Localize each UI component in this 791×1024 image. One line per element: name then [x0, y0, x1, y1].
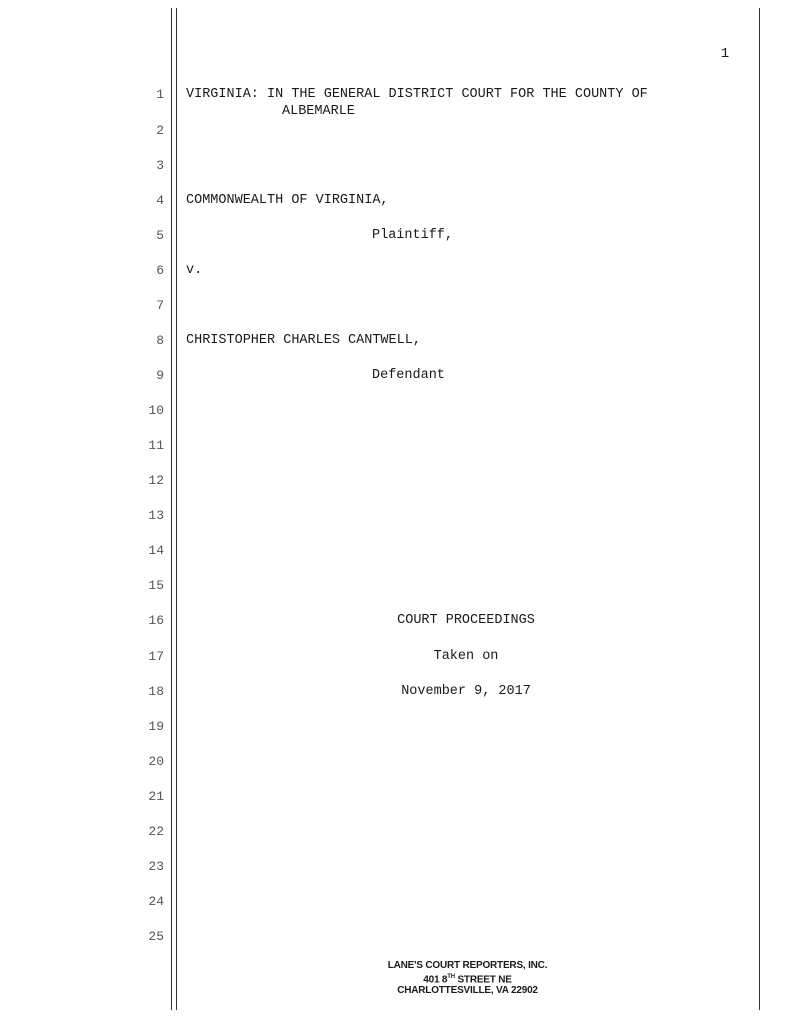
line-number: 15 — [148, 578, 164, 593]
left-margin-rule-outer — [171, 8, 172, 1010]
line-number: 8 — [156, 333, 164, 348]
line-number: 23 — [148, 859, 164, 874]
street-name: STREET NE — [454, 973, 512, 985]
line-number: 13 — [148, 508, 164, 523]
proceedings-title: COURT PROCEEDINGS — [397, 613, 535, 628]
line-number: 10 — [148, 403, 164, 418]
line-number: 1 — [156, 87, 164, 102]
plaintiff-name: COMMONWEALTH OF VIRGINIA, — [186, 193, 389, 208]
line-number: 3 — [156, 158, 164, 173]
court-heading-line-2: ALBEMARLE — [282, 104, 355, 119]
reporter-city: CHARLOTTESVILLE, VA 22902 — [397, 985, 538, 997]
line-number: 2 — [156, 123, 164, 138]
line-number: 16 — [148, 613, 164, 628]
court-heading-line-1: VIRGINIA: IN THE GENERAL DISTRICT COURT FOR THE COUNTY OF — [186, 87, 648, 102]
line-number: 14 — [148, 543, 164, 558]
line-number: 24 — [148, 894, 164, 909]
line-number: 19 — [148, 719, 164, 734]
defendant-role: Defendant — [372, 368, 445, 383]
line-number: 9 — [156, 368, 164, 383]
line-number: 6 — [156, 263, 164, 278]
left-margin-rule-inner — [176, 8, 177, 1010]
versus-label: v. — [186, 263, 203, 278]
reporter-footer — [176, 960, 759, 997]
reporter-street — [176, 972, 759, 986]
line-number: 5 — [156, 228, 164, 243]
plaintiff-role: Plaintiff, — [372, 228, 454, 243]
line-number: 11 — [148, 438, 164, 453]
street-number: 401 8 — [423, 973, 448, 985]
line-number: 17 — [148, 649, 164, 664]
line-number: 18 — [148, 684, 164, 699]
line-number: 4 — [156, 193, 164, 208]
reporter-company: LANE'S COURT REPORTERS, INC. — [387, 960, 548, 971]
line-number: 22 — [148, 824, 164, 839]
street-ordinal: TH — [447, 973, 455, 980]
line-number: 20 — [148, 754, 164, 769]
line-number: 12 — [148, 473, 164, 488]
line-number: 25 — [148, 929, 164, 944]
line-number: 21 — [148, 789, 164, 804]
right-margin-rule — [759, 8, 760, 1010]
proceedings-date: November 9, 2017 — [401, 684, 531, 699]
page-number: 1 — [720, 46, 730, 62]
taken-on-label: Taken on — [433, 649, 499, 664]
line-number: 7 — [156, 298, 164, 313]
defendant-name: CHRISTOPHER CHARLES CANTWELL, — [186, 333, 421, 348]
